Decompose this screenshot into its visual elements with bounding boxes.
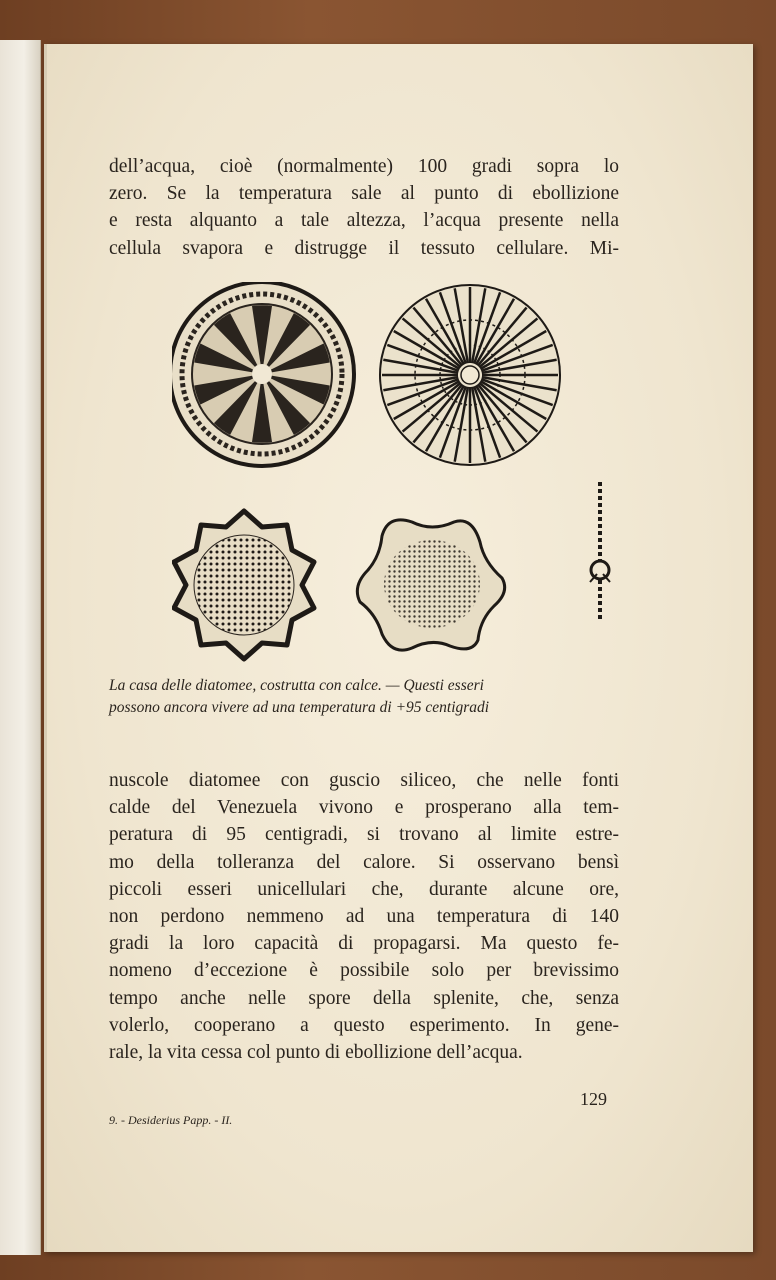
diatom-wheel xyxy=(172,282,354,466)
text-line: tempo anche nelle spore della splenite, che, senza xyxy=(109,987,619,1009)
diatom-chain xyxy=(590,482,610,622)
text-line: gradi la loro capacità di propagarsi. Ma questo fe- xyxy=(109,933,619,955)
paragraph-top xyxy=(109,153,619,262)
text-line: piccoli esseri unicellulari che, durante alcune ore, xyxy=(109,878,619,900)
left-page-edge xyxy=(0,40,41,1255)
text-line: peratura di 95 centigradi, si trovano al limite estre- xyxy=(109,824,619,846)
text-line: nuscole diatomee con guscio siliceo, che nelle fonti xyxy=(109,770,619,791)
page-number: 129 xyxy=(580,1089,607,1109)
diatom-wavy xyxy=(357,520,504,650)
text-line: nomeno d’eccezione è possibile solo per brevissimo xyxy=(109,960,619,982)
caption-line: possono ancora vivere ad una temperatura di +95 centigradi xyxy=(109,699,490,716)
figure-caption xyxy=(109,675,629,719)
text-line: non perdono nemmeno ad una temperatura di 140 xyxy=(109,906,619,928)
text-line: cellula svapora e distrugge il tessuto cellulare. Mi- xyxy=(109,237,619,259)
diatom-star xyxy=(174,511,314,659)
book-page xyxy=(44,44,753,1252)
caption-line: La casa delle diatomee, costrutta con calce. — Questi esseri xyxy=(109,677,484,694)
text-line: calde del Venezuela vivono e prosperano alla tem- xyxy=(109,797,619,819)
diatom-illustration xyxy=(172,282,632,672)
paragraph-bottom xyxy=(109,767,619,1066)
text-line: volerlo, cooperano a questo esperimento. In gene- xyxy=(109,1014,619,1036)
footer-signature: 9. - Desiderius Papp. - II. xyxy=(109,1113,233,1127)
text-line: e resta alquanto a tale altezza, l’acqua presente nella xyxy=(109,210,619,232)
text-line: mo della tolleranza del calore. Si osservano bensì xyxy=(109,851,619,873)
text-line: zero. Se la temperatura sale al punto di ebollizione xyxy=(109,183,619,205)
text-line: dell’acqua, cioè (normalmente) 100 gradi sopra lo xyxy=(109,156,619,177)
diatom-radial-disc xyxy=(380,285,560,465)
text-line: rale, la vita cessa col punto di ebollizione dell’acqua. xyxy=(109,1042,523,1064)
